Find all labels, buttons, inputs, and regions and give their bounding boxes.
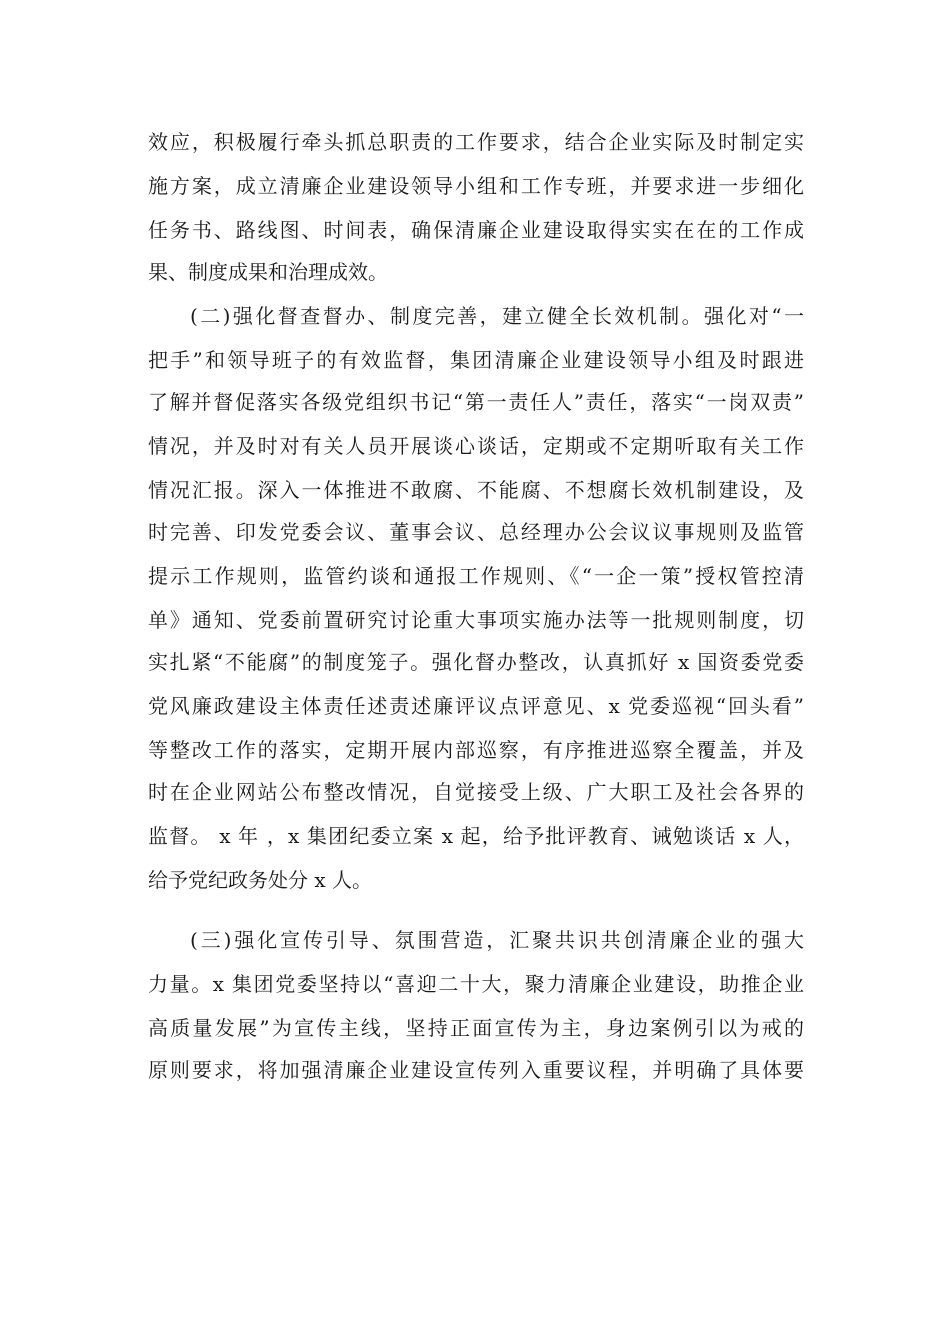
text-line: 果、制度成果和治理成效。: [148, 260, 388, 284]
text-line: 等整改工作的落实，定期开展内部巡察，有序推进巡察全覆盖，并及: [148, 738, 804, 762]
text-line: 了解并督促落实各级党组织书记“第一责任人”责任，落实“一岗双责”: [148, 390, 804, 414]
section-heading-line: (三)强化宣传引导、氛围营造，汇聚共识共创清廉企业的强大: [190, 928, 804, 952]
section-heading-line: (二)强化督查督办、制度完善，建立健全长效机制。强化对“一: [190, 304, 804, 328]
text-line: 党风廉政建设主体责任述责述廉评议点评意见、x 党委巡视“回头看”: [148, 694, 804, 718]
text-line: 效应，积极履行牵头抓总职责的工作要求，结合企业实际及时制定实: [148, 130, 804, 154]
text-line: 任务书、路线图、时间表，确保清廉企业建设取得实实在在的工作成: [148, 218, 804, 242]
text-line: 情况汇报。深入一体推进不敢腐、不能腐、不想腐长效机制建设，及: [148, 478, 804, 502]
text-line: 时完善、印发党委会议、董事会议、总经理办公会议议事规则及监管: [148, 520, 804, 544]
text-line: 时在企业网站公布整改情况，自觉接受上级、广大职工及社会各界的: [148, 780, 804, 804]
text-line: 给予党纪政务处分 x 人。: [148, 868, 372, 892]
text-line: 单》通知、党委前置研究讨论重大事项实施办法等一批规则制度，切: [148, 608, 804, 632]
text-line: 把手”和领导班子的有效监督，集团清廉企业建设领导小组及时跟进: [148, 348, 804, 372]
text-line: 实扎紧“不能腐”的制度笼子。强化督办整改，认真抓好 x 国资委党委: [148, 650, 804, 674]
text-line: 高质量发展”为宣传主线，坚持正面宣传为主，身边案例引以为戒的: [148, 1016, 804, 1040]
text-line: 施方案，成立清廉企业建设领导小组和工作专班，并要求进一步细化: [148, 174, 804, 198]
text-line: 情况，并及时对有关人员开展谈心谈话，定期或不定期听取有关工作: [148, 434, 804, 458]
text-line: 力量。x 集团党委坚持以“喜迎二十大，聚力清廉企业建设，助推企业: [148, 972, 804, 996]
text-line: 监督。 x 年 ，x 集团纪委立案 x 起，给予批评教育、诫勉谈话 x 人，: [148, 824, 804, 848]
text-line: 提示工作规则，监管约谈和通报工作规则、《“一企一策”授权管控清: [148, 564, 804, 588]
text-line: 原则要求，将加强清廉企业建设宣传列入重要议程，并明确了具体要: [148, 1058, 804, 1082]
